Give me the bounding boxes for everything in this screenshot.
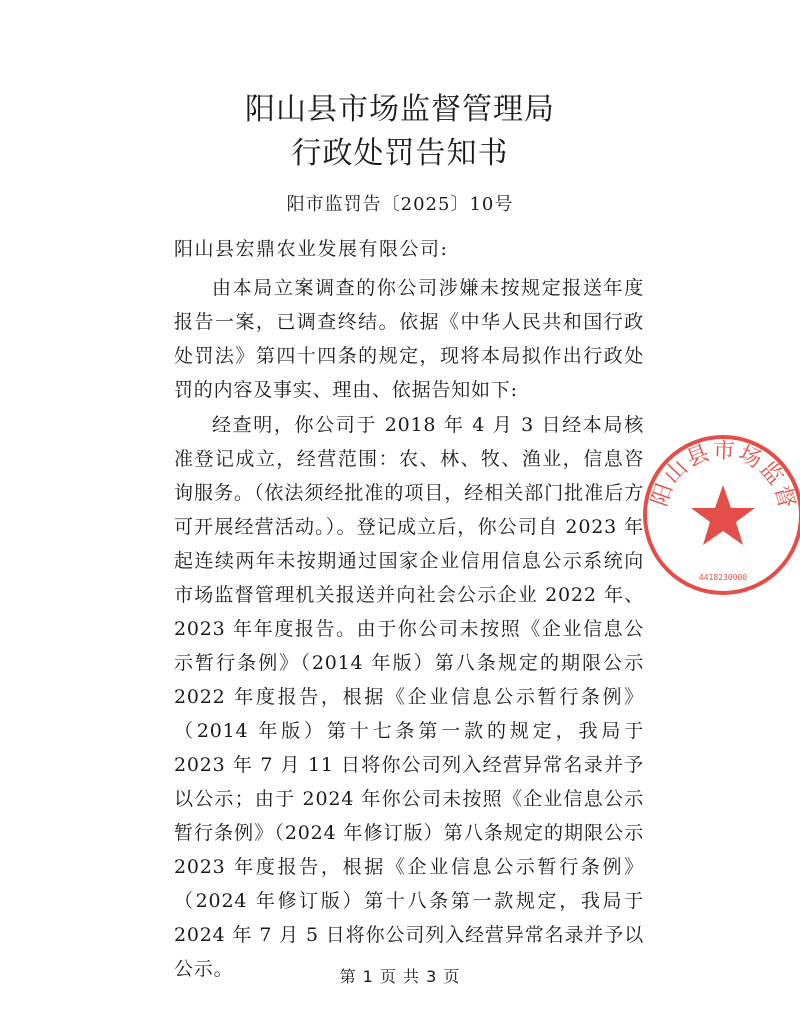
seal-code: 4418230000 bbox=[698, 573, 748, 582]
document-number: 阳市监罚告〔2025〕10号 bbox=[286, 194, 514, 215]
recipient: 阳山县宏鼎农业发展有限公司: bbox=[174, 238, 449, 260]
seal-star-icon bbox=[691, 485, 755, 545]
authority-title: 阳山县市场监督管理局 bbox=[245, 92, 555, 127]
paragraph-intro: 由本局立案调查的你公司涉嫌未按规定报送年度报告一案，已调查终结。依据《中华人民共和国行政处罚法》第四十四条的规定，现将本局拟作出行政处罚的内容及事实、理由、依据告知如下: bbox=[174, 277, 644, 401]
document-title: 行政处罚告知书 bbox=[291, 136, 509, 171]
paragraph-facts: 经查明，你公司于 2018 年 4 月 3 日经本局核准登记成立，经营范围：农、林、牧、渔业，信息咨询服务。（依法须经批准的项目，经相关部门批准后方可开展经营活动。）。登记成立后，你公司自 2023 年起连续两年未按期通过国家企业信用信息公示系统向市场监督管理机关报送并向社会公示企业 2022 年、2023 年年度报告。由于你公司未按照《企业信息公示暂行条例》（2014 年版）第八条规定的期限公示 2022 年度报告，根据《企业信息公示暂行条例》（2014 年版）第十七条第一款的规定，我局于 2023 年 7 月 11 日将你公司列入经营异常名录并予以公示；由于 2024 年你公司未按照《企业信息公示暂行条例》（2024 年修订版）第八条规定的期限公示 2023 年度报告，根据《企业信息公示暂行条例》（2024 年修订版）第十八条第一款规定，我局于 2024 年 7 月 5 日将你公司列入经营异常名录并予以公示。 bbox=[174, 414, 644, 980]
seal-text: 阳山县市场监督 bbox=[647, 438, 800, 513]
page-footer: 第 1 页 共 3 页 bbox=[339, 967, 461, 986]
official-seal-stamp bbox=[638, 430, 800, 600]
